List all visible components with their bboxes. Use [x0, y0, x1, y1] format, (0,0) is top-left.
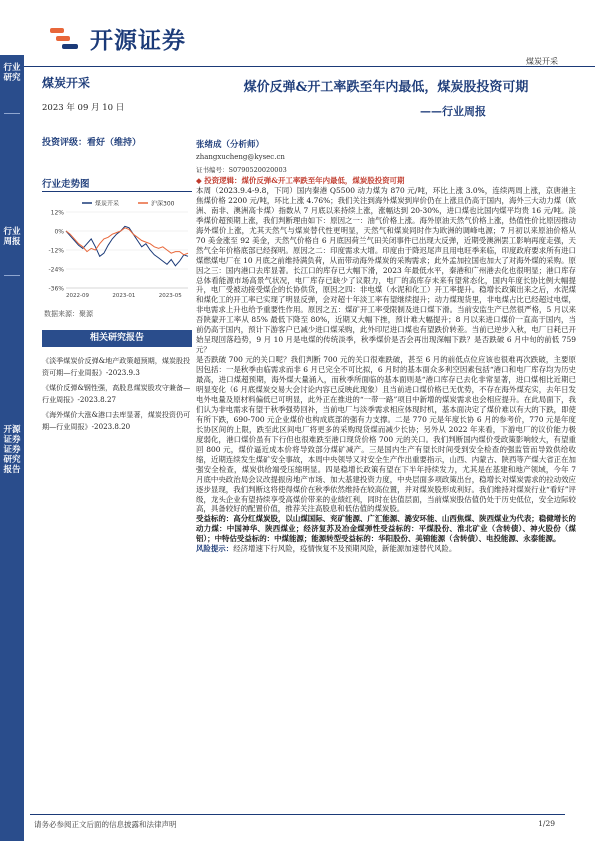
investment-rating: 投资评级：看好（维持）: [42, 138, 142, 148]
body-paragraph: 是否跌破 700 元的关口呢？我们判断 700 元的关口很难跌破，甚至 6 月的前低点位应该也很难再次跌破，主要原因包括：一是秋季由临需求而非 6 月已完全不可比拟，6 月时的基本面众多利空因素包括“港口和电厂库存均为历史最高，进口煤超预期，海外煤大量涌入，而秋季所面临的基本面则是“港口库存已去化非常显著，进口煤相比近期已明显变化（6 月底煤炭交易大会讨论内容已反映此现象）且当前进口煤价格已无优势，不存在海外煤充实，去年日发电外电量及原材料偏低已可明显，此外正在推进的“一带一路”项目中新增的煤炭需求也会相应提升。在此局面下，我们认为非电需求有望于秋季强势回补，当前电厂与淡季需求相应体现时机，基本面决定了煤价难以有大的下跌，即使有所下跌，690-700 元企业煤价也构成底部的强有力支撑。二是 770 元是年度长协 6 月的参考价，770 元是年度长协区间的上限，跌至此区间电厂将更多的采购现货煤而减少长协；另外从 2022 年来看，下游电厂的议价能力极度弱化，港口煤价虽有下行但也很难跌至港口现货价格 700 元的关口。我们判断国内煤价受政策影响较大，有望重回 800 元，煤价逼近成本价将导致部分煤矿减产。三是国内生产有望长时间受到安全检查的强监管而导致供给收缩，近期连续发生煤矿安全事故，本周中央领导又对安全生产作出重要指示，山西、内蒙古、陕西等产煤大省正在加强安全检查，煤炭供给端受压缩明显。四是稳增长政策有望在下半年持续发力，尤其是在基建和地产领域，今年 7 月底中央政治局会议改提振房地产市场、加大基建投资力度，中央层面多项政策出台，稳增长对煤炭需求的拉动效应逐步显现，我们判断这将使得煤价在秋季依然维持在较高位置，并对煤炭股形成利好。我们维持对煤炭行业“看好”评级，龙头企业有望持续享受高煤价带来的业绩红利，同时在估值层面，当前煤炭股估值仍处于历史低位，安全边际较高，具备较好的配置价值，推荐关注高股息和低估值的煤炭股。: [196, 355, 576, 514]
related-report-link[interactable]: 《煤价反弹&钢性强，高股息煤炭股攻守兼备—行业周报》-2023.8.27: [42, 383, 191, 404]
y-tick-label: -24%: [48, 266, 64, 274]
series-line-hs300: [66, 228, 188, 255]
report-date: 2023 年 09 月 10 日: [42, 103, 125, 113]
strip-label-bottom: 开源证券证券研究报告: [3, 425, 21, 475]
report-title: 煤价反弹&开工率跌至年内最低，煤炭股投资可期: [243, 80, 529, 95]
legend-label: 沪深300: [151, 200, 175, 208]
risk-paragraph: [196, 544, 576, 554]
footer-divider: [30, 814, 565, 815]
chart-source: 数据来源：聚源: [44, 310, 93, 318]
y-tick-label: 0%: [54, 228, 64, 236]
strip-divider: [4, 113, 20, 114]
report-body: [196, 176, 576, 554]
x-tick-label: 2023-01: [112, 293, 136, 299]
investment-logic-heading: ◆ 投资逻辑：煤价反弹&开工率跌至年内最低，煤炭股投资可期: [196, 176, 405, 185]
related-research-list: [42, 355, 194, 436]
trend-divider: [42, 191, 192, 192]
report-meta: [42, 74, 192, 148]
logo-text: 开源证券: [90, 28, 186, 54]
header-divider: [0, 66, 595, 67]
y-tick-label: -12%: [48, 247, 64, 255]
page-number: 1/29: [538, 819, 555, 828]
beneficiary-paragraph: 受益标的：高分红煤炭股，以山煤国际、兖矿能源、广汇能源、潞安环能、山西焦煤、陕西煤业为代表；稳健增长的动力煤：中国神华、陕西煤业；经济复苏及冶金煤弹性受益标的：平煤股份、淮北矿业（含转债）、神火股份（煤铝）；中特估受益标的：中煤能源；能源转型受益标的：华阳股份、美锦能源（含转债）、电投能源、永泰能源。: [196, 514, 576, 544]
side-strip: [0, 55, 24, 841]
footer-disclaimer: 请务必参阅正文后面的信息披露和法律声明: [34, 820, 177, 829]
industry-trend-chart: [42, 196, 192, 306]
strip-label-top: 行业研究: [3, 63, 21, 83]
industry-name: 煤炭开采: [42, 76, 91, 90]
y-tick-label: -36%: [48, 285, 64, 293]
series-line-coal: [66, 226, 188, 265]
body-paragraph: 本周（2023.9.4-9.8，下同）国内秦港 Q5500 动力煤为 870 元/吨，环比上涨 3.0%，连续两周上涨，京唐港主焦煤价格 2200 元/吨，环比上涨 4.76%；我们关注到海外煤炭到岸价仍在上涨且仍高于国内，海外三大动力煤（欧洲、南非、澳洲高卡煤）指数从 7 月底以来持续上涨，涨幅达到 20-30%，进口煤也比国内煤平均贵 16 元/吨。淡季煤价超预期上涨，我们判断理由如下：原因之一：油气价格上涨。海外原油天然气价格上涨，热值性价比原因推动海外煤价上涨，尤其天然气与煤炭替代性更明显，天然气和煤炭同时作为欧洲的调峰电源；7 月初以来原油价格从 70 美金涨至 92 美金，天然气价格自 6 月底因荷兰气田关闭事件已出现大反弹，近期受澳洲罢工影响再度走强，天然气全年价格底部已经探明。原因之二：印度需求大增。印度由于降迟尾声且用电旺季来临，印度政府要求所有进口煤燃煤电厂在 10 月底之前维持满负荷，从而带动海外煤炭的采购需求；此外孟加拉国也加大了对海外煤的采购。原因之三：国内港口去库显著。长江口的库存已大幅下滑，2023 年最低水平，秦港和广州港去化也很明显；港口库存总体看能源市场高景气状况，电厂库存已缺少了议限力，电厂的高库存未来有望常态化，国内年度长协比例大幅提升，电厂受被动接受煤企的长协供货，原因之四：非电煤（水泥和化工）开工率提升。稳增长政策出来之后，水泥煤和煤化工的开工率已实现了明显反弹，会对超十年淡工率有望继续提升；动力煤现货里，非电煤占比已经超过电煤，非电需求上升也给予重要性作用。原因之五：煤矿开工率受限制及进口煤下滑。当前安监生产已然很严格，5 月以来吾陕蒙开工率从 85% 最低下降至 80%，近期又大幅下挫，预计难大幅提升；8 月以来进口煤价一直高于国内，当前仍高于国内，预计下游客户已减少进口煤采购，此外印尼进口煤也有望跌价转差。当前已逆步入秋，电厂日耗已开始呈现回落趋势，9 月 10 月是电煤的传统淡季，秋季煤价是否会再出现深幅下跌？是否跌破 6 月中旬的前低 759 元？: [196, 185, 576, 355]
company-logo: [50, 22, 186, 55]
strip-divider: [4, 275, 20, 276]
x-tick-label: 2023-05: [158, 293, 182, 299]
logo-mark-icon: [50, 28, 84, 50]
author-certificate: 证书编号：S0790520020003: [196, 166, 287, 174]
related-research-title: 相关研究报告: [42, 330, 192, 347]
strip-label-middle: 行业周报: [3, 227, 21, 247]
risk-text: 经济增速下行风险，疫情恢复不及预期风险，新能源加速替代风险。: [233, 544, 457, 554]
related-report-link[interactable]: 《淡季煤炭价反弹&地产政策超预期，煤炭股投资可期—行业周报》-2023.9.3: [42, 356, 191, 377]
author-email[interactable]: zhangxucheng@kysec.cn: [196, 153, 285, 161]
author-name: 张绪成（分析师）: [196, 140, 265, 150]
y-tick-label: 12%: [50, 209, 64, 217]
trend-chart-svg: [42, 196, 192, 306]
risk-label: 风险提示：: [196, 544, 234, 554]
legend-label: 煤炭开采: [95, 200, 120, 208]
report-subtitle: ——行业周报: [420, 105, 486, 118]
trend-title: 行业走势图: [42, 179, 90, 190]
x-tick-label: 2022-09: [66, 293, 89, 299]
related-report-link[interactable]: 《海外煤价大涨&港口去库显著，煤炭投资仍可期—行业周报》-2023.8.20: [42, 410, 191, 431]
header-doc-type: 煤炭开采: [526, 57, 558, 66]
